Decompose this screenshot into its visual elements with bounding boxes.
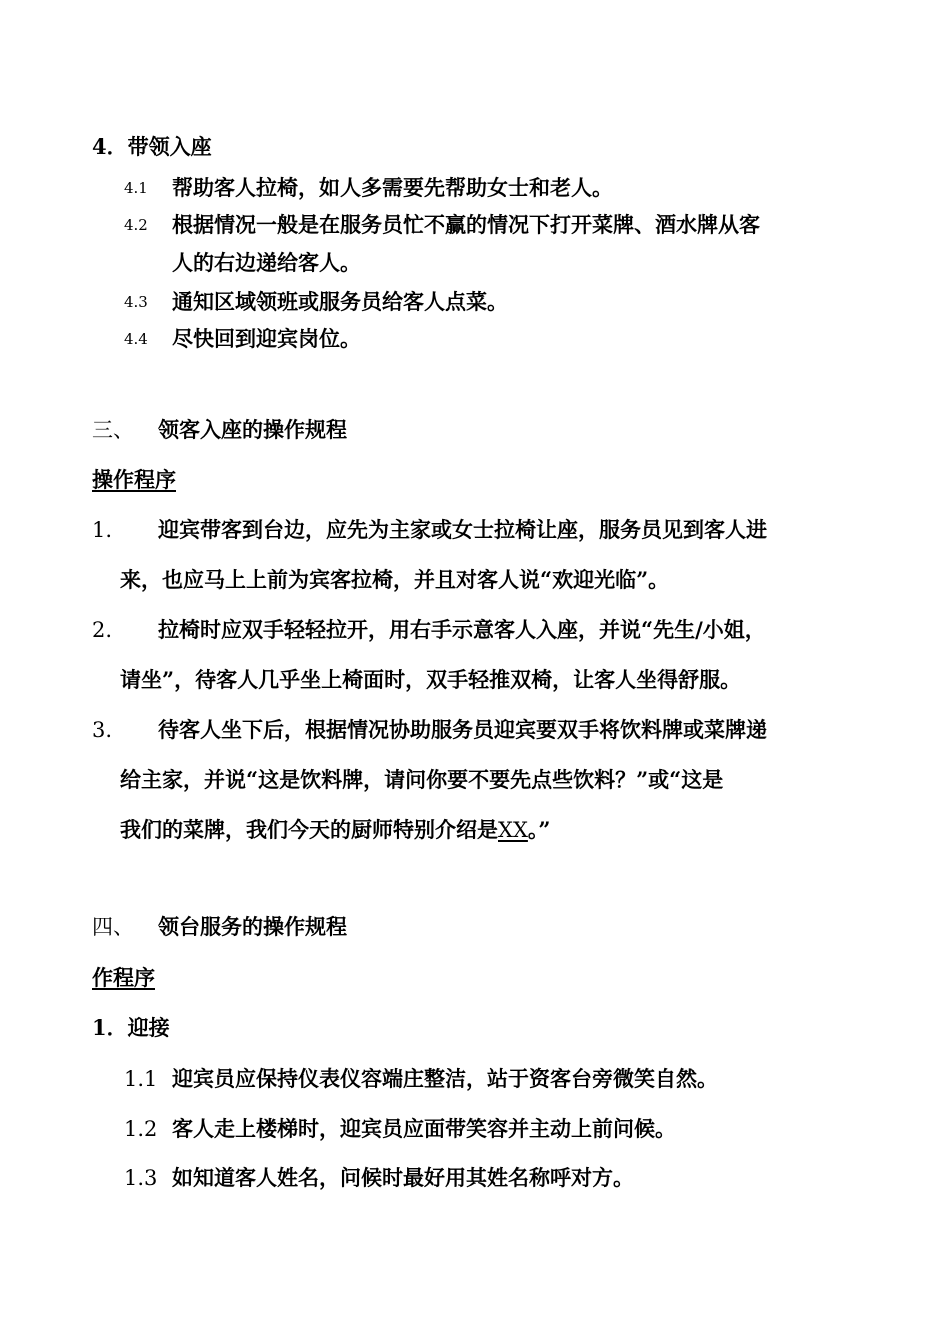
placeholder-text: XX (498, 818, 528, 842)
item-text: 拉椅时应双手轻轻拉开，用右手示意客人入座，并说“先生/小姐， (158, 617, 766, 642)
item-number: 1.1 (124, 1067, 158, 1091)
item-number: 4.1 (124, 179, 148, 197)
item-text: 迎宾带客到台边，应先为主家或女士拉椅让座，服务员见到客人进 (158, 517, 767, 542)
item-number: 4.2 (124, 216, 148, 234)
item-text: 如知道客人姓名，问候时最好用其姓名称呼对方。 (172, 1165, 634, 1190)
item-text: 客人走上楼梯时，迎宾员应面带笑容并主动上前问候。 (172, 1116, 676, 1141)
part-number: 四、 (92, 915, 134, 939)
item-number: 1.3 (124, 1166, 158, 1190)
item-text: 根据情况一般是在服务员忙不赢的情况下打开菜牌、酒水牌从客 (172, 212, 760, 237)
item-number: 4.3 (124, 293, 148, 311)
part-title: 领台服务的操作规程 (158, 914, 347, 939)
item-text-continued: 请坐”，待客人几乎坐上椅面时，双手轻推双椅，让客人坐得舒服。 (120, 667, 742, 692)
item-number: 4.4 (124, 330, 148, 348)
text-segment: 我们的菜牌，我们今天的厨师特别介绍是 (120, 817, 498, 842)
item-text-continued: 人的右边递给客人。 (172, 250, 361, 275)
subheading: 作程序 (92, 965, 155, 990)
part-title: 领客入座的操作规程 (158, 417, 347, 442)
item-text: 通知区域领班或服务员给客人点菜。 (172, 289, 508, 314)
item-text-continued: 给主家，并说“这是饮料牌，请问你要不要先点些饮料？”或“这是 (120, 767, 724, 792)
item-text-continued (120, 816, 551, 844)
item-text: 待客人坐下后，根据情况协助服务员迎宾要双手将饮料牌或菜牌递 (158, 717, 767, 742)
item-text-continued: 来，也应马上上前为宾客拉椅，并且对客人说“欢迎光临”。 (120, 567, 670, 592)
item-text: 尽快回到迎宾岗位。 (172, 326, 361, 351)
item-text: 迎宾员应保持仪表仪容端庄整洁，站于资客台旁微笑自然。 (172, 1066, 718, 1091)
section-heading-4: 4．带领入座 (92, 134, 212, 159)
item-number: 1. (92, 518, 113, 542)
item-number: 1.2 (124, 1117, 158, 1141)
text-segment: 。” (527, 817, 551, 842)
subheading: 操作程序 (92, 467, 176, 492)
step-heading: 1．迎接 (92, 1015, 170, 1040)
item-number: 3. (92, 718, 113, 742)
part-number: 三、 (92, 418, 134, 442)
item-number: 2. (92, 618, 113, 642)
item-text: 帮助客人拉椅，如人多需要先帮助女士和老人。 (172, 175, 613, 200)
